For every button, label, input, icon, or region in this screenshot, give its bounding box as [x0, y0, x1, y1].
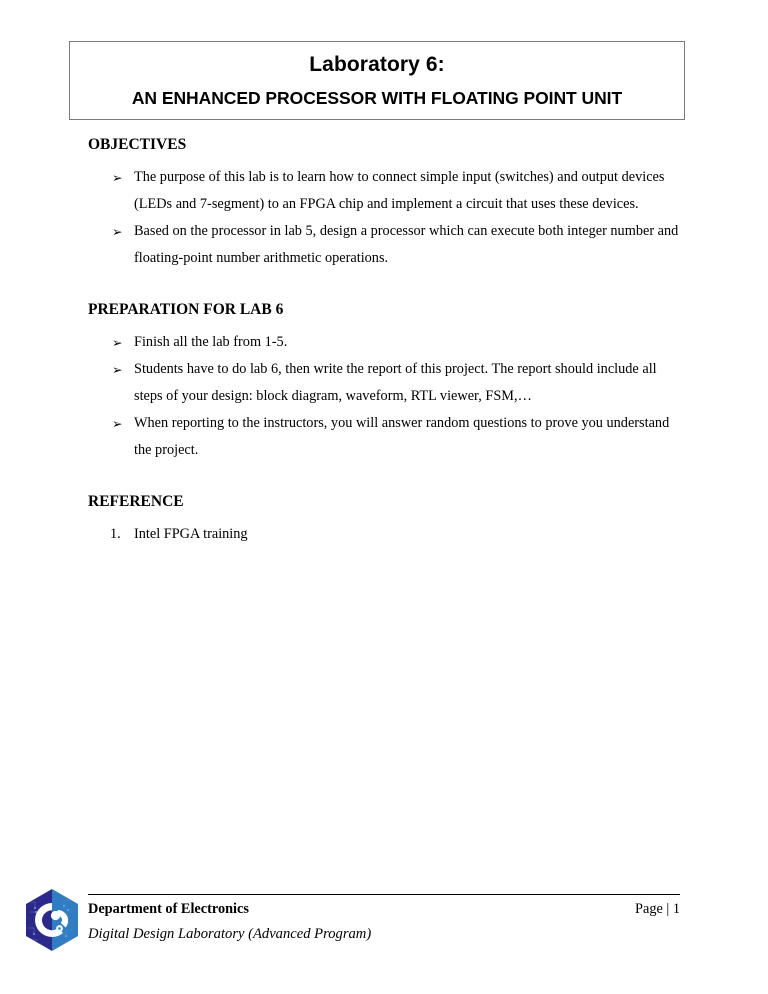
arrow-bullet-icon: ➢	[112, 335, 123, 350]
list-item	[88, 410, 680, 464]
title-line-secondary: AN ENHANCED PROCESSOR WITH FLOATING POINT UNIT	[131, 87, 623, 108]
arrow-bullet-icon: ➢	[112, 362, 123, 377]
list-item	[88, 521, 680, 548]
footer-lab-name: Digital Design Laboratory (Advanced Program)	[88, 926, 372, 942]
list-item-text: The purpose of this lab is to learn how to connect simple input (switches) and output devices (LEDs and 7-segment) to an FPGA chip and implement a circuit that uses these devices.	[134, 169, 665, 212]
list-item-text: Finish all the lab from 1-5.	[134, 334, 288, 350]
list-item	[88, 164, 680, 218]
preparation-list	[88, 329, 680, 464]
footer-divider	[88, 894, 680, 895]
footer-department-name: Department of Electronics	[88, 901, 249, 917]
title-line-primary: Laboratory 6:	[309, 52, 445, 76]
document-body	[88, 135, 680, 548]
arrow-bullet-icon: ➢	[112, 224, 123, 239]
document-title-box	[69, 41, 685, 120]
list-item-text: Intel FPGA training	[134, 526, 248, 542]
list-item-text: Students have to do lab 6, then write the report of this project. The report should include all steps of your design: block diagram, waveform, RTL viewer, FSM,…	[134, 361, 657, 404]
footer-page-number: Page | 1	[635, 901, 680, 917]
section-heading-objectives: OBJECTIVES	[88, 136, 187, 153]
list-number-marker: 1.	[110, 526, 121, 542]
list-item	[88, 218, 680, 272]
list-item	[88, 356, 680, 410]
reference-list	[88, 521, 680, 548]
electronics-department-hexagon-logo	[24, 888, 80, 952]
page-footer	[0, 888, 768, 968]
objectives-list	[88, 164, 680, 272]
list-item	[88, 329, 680, 356]
section-heading-reference: REFERENCE	[88, 493, 184, 510]
list-item-text: Based on the processor in lab 5, design a processor which can execute both integer number and floating-point number arithmetic operations.	[134, 223, 679, 266]
arrow-bullet-icon: ➢	[112, 170, 123, 185]
arrow-bullet-icon: ➢	[112, 416, 123, 431]
section-heading-preparation: PREPARATION FOR LAB 6	[88, 301, 284, 318]
list-item-text: When reporting to the instructors, you will answer random questions to prove you understand the project.	[134, 415, 670, 458]
